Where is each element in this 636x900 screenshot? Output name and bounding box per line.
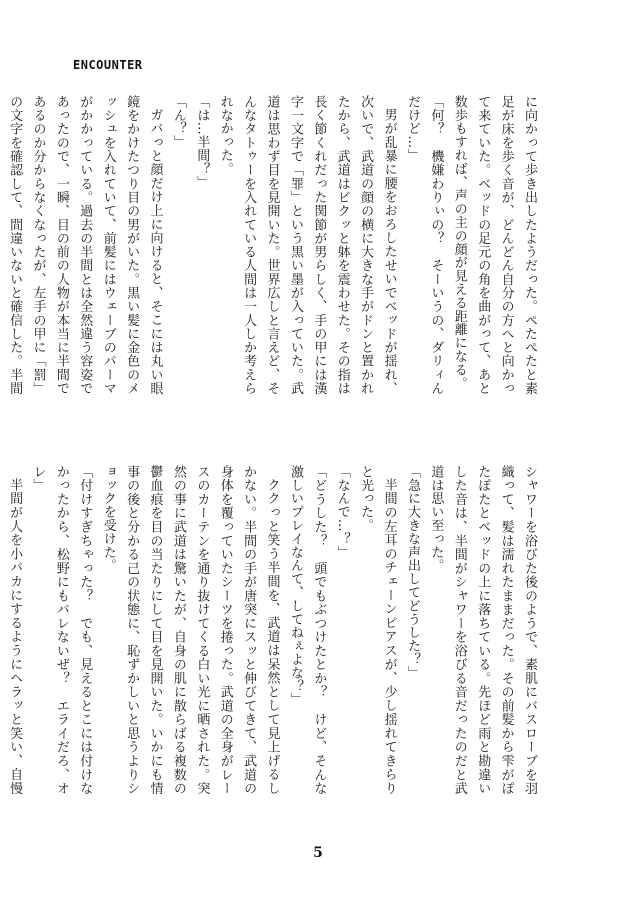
paragraph: 半間が人を小バカにするようにヘラッと笑い、自慢 <box>7 478 23 795</box>
dialogue-line: 「ん？」 <box>170 95 186 149</box>
paragraph: 半間の左耳のチェーンピアスが、少し揺れてきらりと光った。 <box>358 465 397 795</box>
dialogue-line: 「なんで…？」 <box>334 465 350 559</box>
dialogue-line: 「急に大きな声出してどうした？」 <box>404 465 420 680</box>
dialogue-line: 「どうした？ 頭でもぶつけたとか？ けど、そんな激しいプレイなんて、してねぇよな？」 <box>287 465 327 795</box>
page-number: 5 <box>313 845 323 861</box>
dialogue-line: 「は…半間？」 <box>194 95 210 189</box>
paragraph: 男が乱暴に腰をおろしたせいでベッドが揺れ、次いで、武道の顔の横に大きな手がドンと置かれたから、武道はビクッと躰を震わせた。その指は長く節くれだった関節が男らしく、手の甲には漢字一文字で「罪」という黒い墨が入っていた。武道は思わず目を見開いた。世界広しと言えど、そんなタトゥーを入れている人間は一人しか考えられなかった。 <box>217 95 397 395</box>
upper-text-block <box>7 95 541 395</box>
paragraph: ククっと笑う半間を、武道は呆然として見上げるしかない。半間の手が唐突にスッと伸びてきて、武道の身体を覆っていたシーツを捲った。武道の全身がレースのカーテンを通り抜けてくる白い光に晒された。突然の事に武道は驚いたが、自身の肌に散らばる複数の鬱血痕を目の当たりにして目を見開いた。いかにも情事の後と分かる己の状態に、恥ずかしいと思うよりショックを受けた。 <box>100 465 280 795</box>
running-header: ENCOUNTER <box>73 58 143 72</box>
paragraph: に向かって歩き出したようだった。ペたぺたと素足が床を歩く音が、どんどん自分の方へと向かって来ていた。ベッドの足元の角を曲がって、あと数歩もすれば、声の主の顔が見える距離になる。 <box>451 95 537 395</box>
lower-text-block <box>7 465 541 795</box>
paragraph: シャワーを浴びた後のようで、素肌にバスローブを羽織って、髪は濡れたままだった。その前髪から雫がぽたぽたとベッドの上に落ちている。先ほど雨と勘違いした音は、半間がシャワーを浴びる音だったのだと武道は思い至った。 <box>428 465 537 795</box>
dialogue-line: 「付けすぎちゃった？ でも、見えるとこには付けなかったから、松野にもバレないぜ？ エライだろ、オレ」 <box>30 465 93 795</box>
paragraph: ガバっと顔だけ上に向けると、そこには丸い眼鏡をかけたつり目の男がいた。黒い髪に金色のメッシュを入れていて、前髪にはウェーブのパーマがかかっている。過去の半間とは全然違う容姿であったので、一瞬、目の前の人物が本当に半間であるのか分からなくなったが、左手の甲に「罰」の文字を確認して、間違いないと確信した。半間 <box>7 95 163 395</box>
dialogue-line: 「何？ 機嫌わりぃの？ そーいうの、ダリィんだけど…」 <box>404 95 444 395</box>
